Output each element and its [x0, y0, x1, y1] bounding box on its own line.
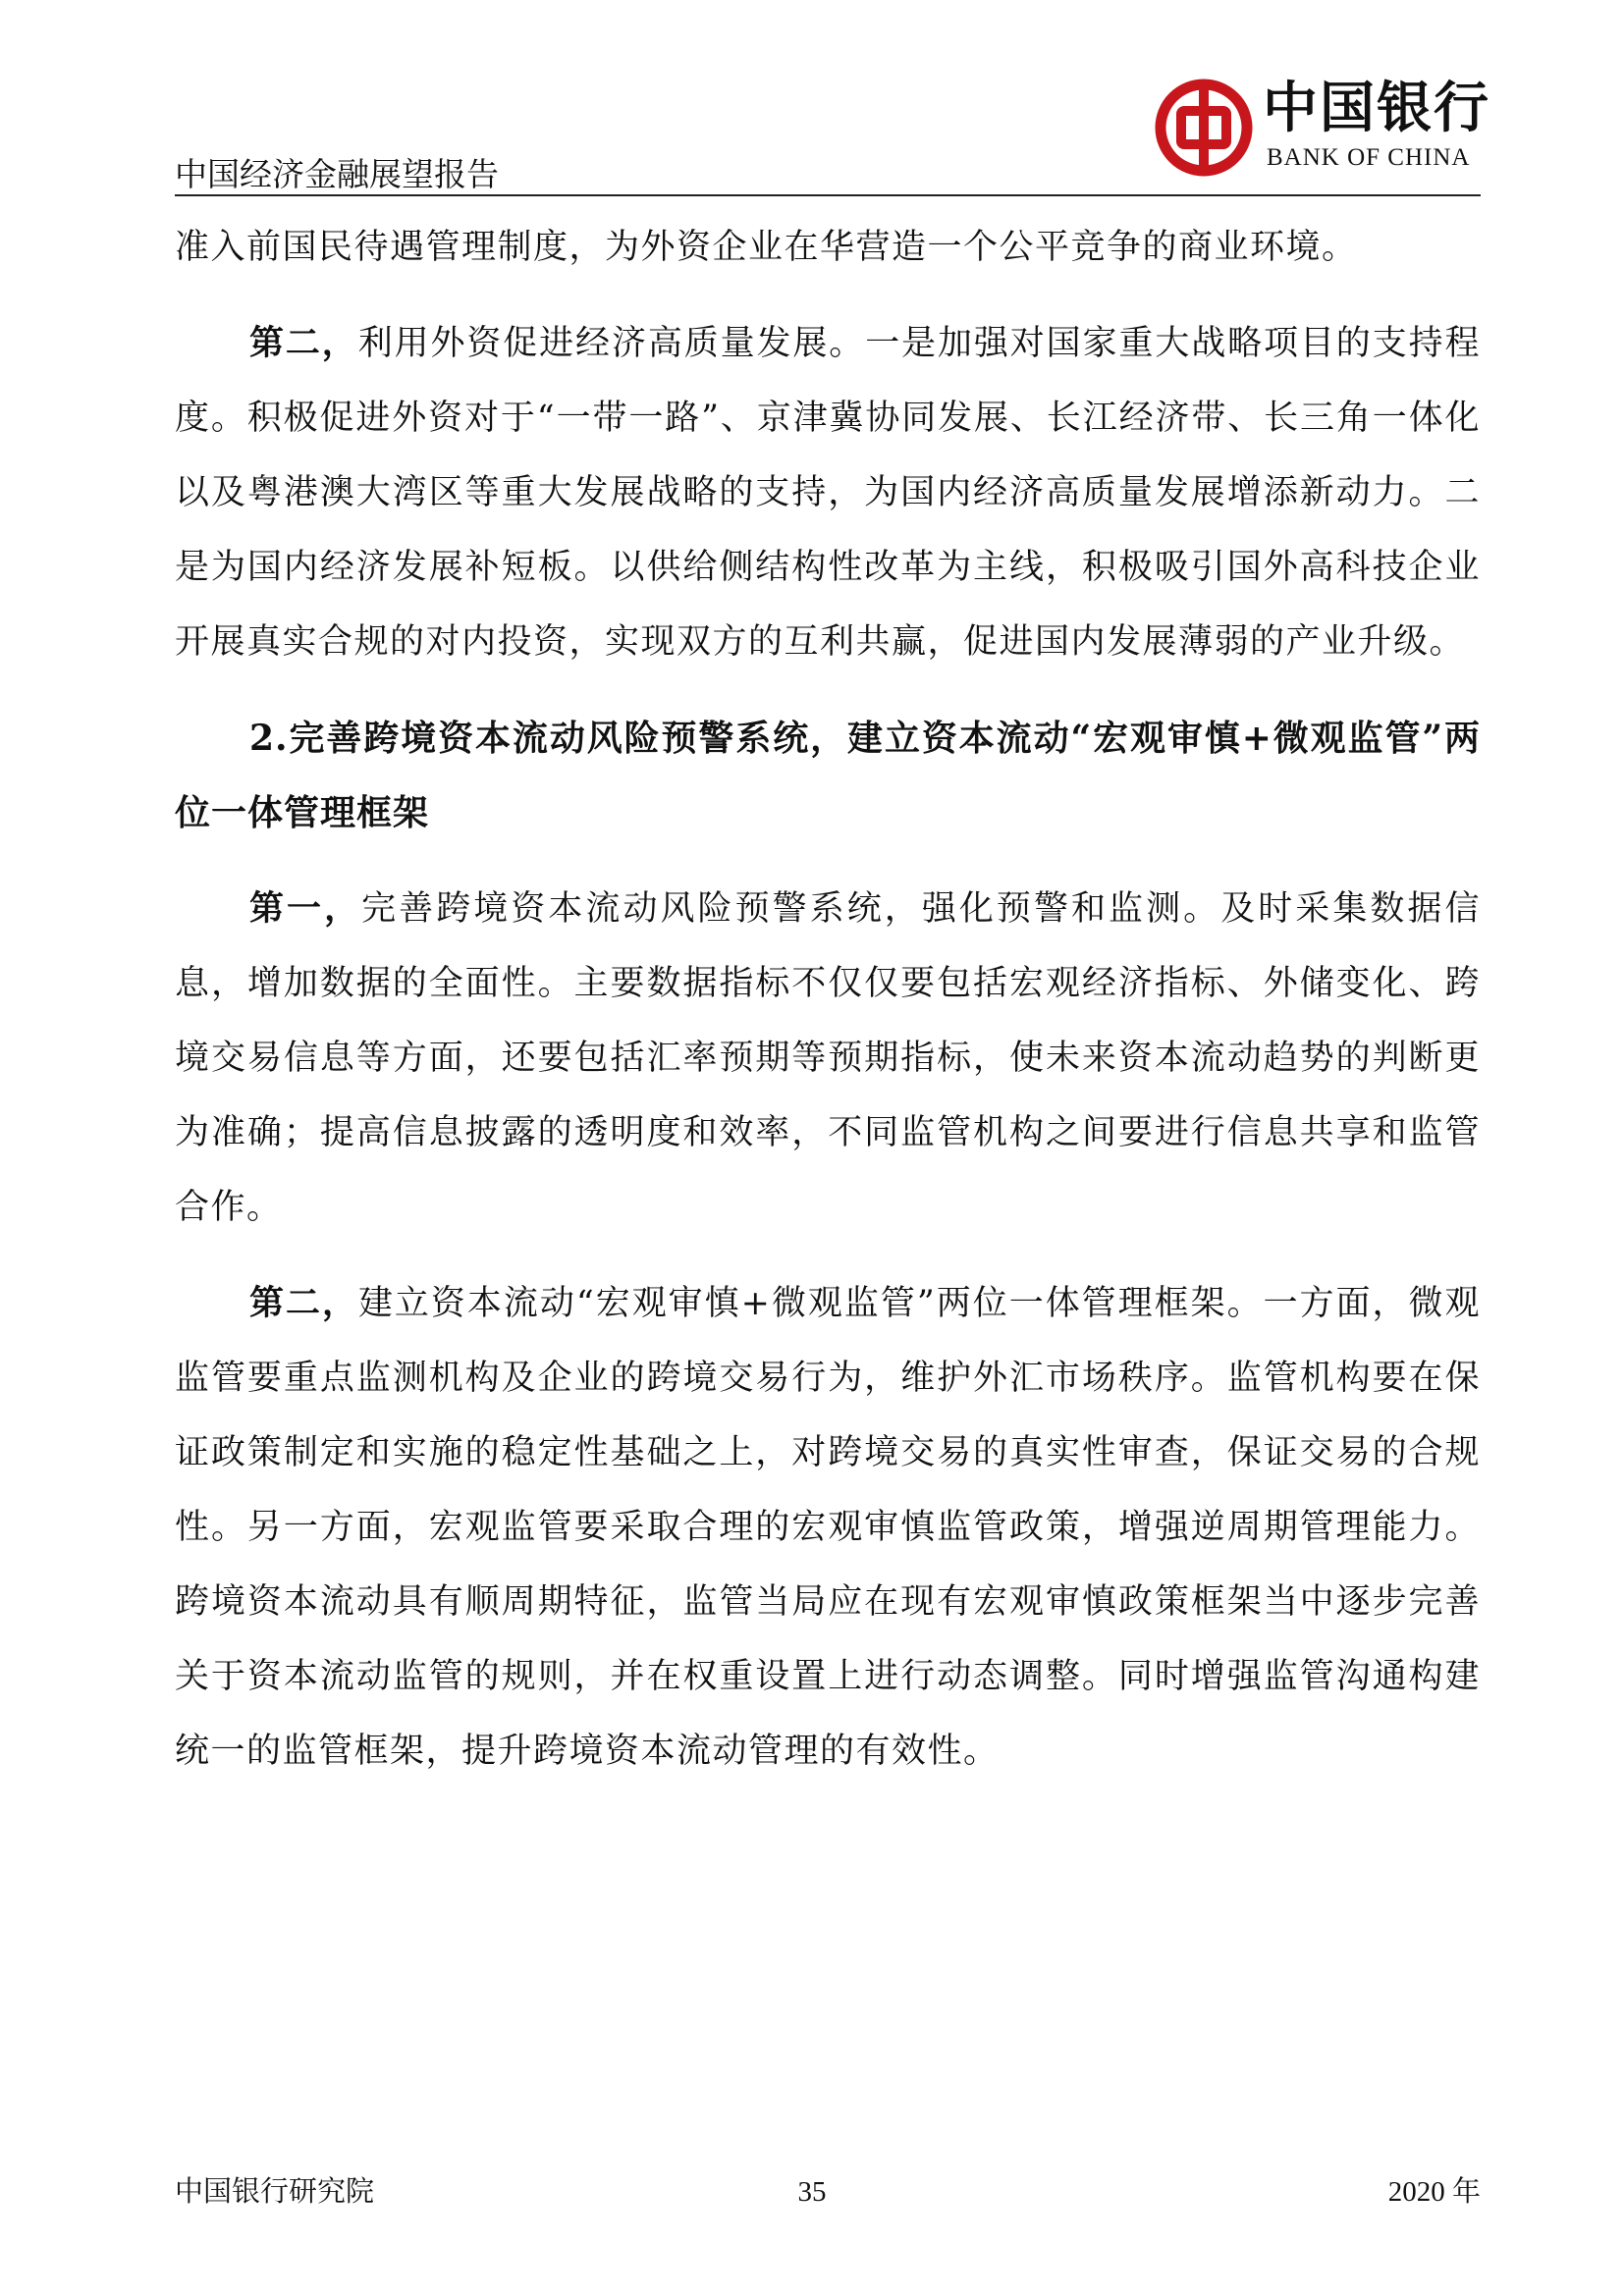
page-number: 35 [797, 2176, 827, 2208]
paragraph-text: 建立资本流动“宏观审慎+微观监管”两位一体管理框架。一方面，微观监管要重点监测机构及企业的跨境交易行为，维护外汇市场秩序。监管机构要在保证政策制定和实施的稳定性基础之上，对跨境交易的真实性审查，保证交易的合规性。另一方面，宏观监管要采取合理的宏观审慎监管政策，增强逆周期管理能力。跨境资本流动具有顺周期特征，监管当局应在现有宏观审慎政策框架当中逐步完善关于资本流动监管的规则，并在权重设置上进行动态调整。同时增强监管沟通构建统一的监管框架，提升跨境资本流动管理的有效性。 [175, 1284, 1481, 1771]
paragraph-second-point-framework [175, 1266, 1481, 1789]
paragraph-first-point [175, 872, 1481, 1245]
report-body [175, 210, 1481, 1789]
footer-year: 2020 年 [1387, 2176, 1481, 2208]
paragraph-lead: 第二， [249, 323, 358, 363]
paragraph-text: 利用外资促进经济高质量发展。一是加强对国家重大战略项目的支持程度。积极促进外资对于“一带一路”、京津冀协同发展、长江经济带、长三角一体化以及粤港澳大湾区等重大发展战略的支持，为国内经济高质量发展增添新动力。二是为国内经济发展补短板。以供给侧结构性改革为主线，积极吸引国外高科技企业开展真实合规的对内投资，实现双方的互利共赢，促进国内发展薄弱的产业升级。 [175, 324, 1481, 662]
paragraph-second-point [175, 306, 1481, 679]
report-title: 中国经济金融展望报告 [175, 155, 499, 193]
logo-english-name: BANK OF CHINA [1267, 144, 1471, 171]
header-divider [175, 194, 1481, 196]
footer-institute: 中国银行研究院 [175, 2176, 375, 2208]
paragraph-lead: 第二， [249, 1283, 358, 1323]
bank-logo [1155, 75, 1489, 183]
logo-chinese-name: 中国银行 [1263, 76, 1490, 140]
paragraph-lead: 第一， [249, 888, 362, 929]
bank-of-china-emblem-icon [1155, 79, 1253, 177]
section-heading: 2.完善跨境资本流动风险预警系统，建立资本流动“宏观审慎+微观监管”两位一体管理框架 [175, 718, 1481, 833]
paragraph-text: 完善跨境资本流动风险预警系统，强化预警和监测。及时采集数据信息，增加数据的全面性。主要数据指标不仅仅要包括宏观经济指标、外储变化、跨境交易信息等方面，还要包括汇率预期等预期指标，使未来资本流动趋势的判断更为准确；提高信息披露的透明度和效率，不同监管机构之间要进行信息共享和监管合作。 [175, 889, 1481, 1227]
paragraph-continued: 准入前国民待遇管理制度，为外资企业在华营造一个公平竞争的商业环境。 [175, 228, 1358, 267]
